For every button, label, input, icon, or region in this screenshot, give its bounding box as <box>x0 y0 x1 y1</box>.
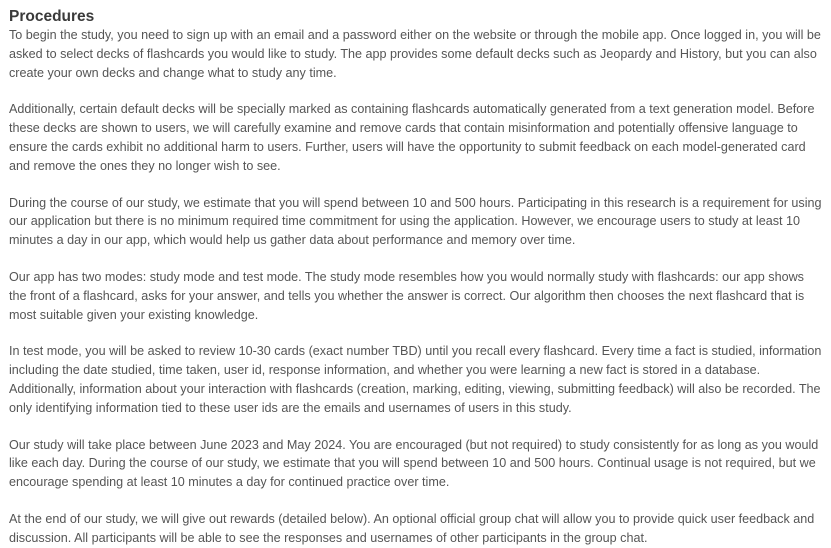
paragraph-study-mode: Our app has two modes: study mode and test mode. The study mode resembles how you would normally study with flashcards: our app shows the front of a flashcard, asks for your answer, and tells you whether the answer is correct. Our algorithm then chooses the next flashcard that is most suitable given your existing knowledge. <box>9 269 805 322</box>
paragraph-generated-decks: Additionally, certain default decks will be specially marked as containing flashcards automatically generated from a text generation model. Before these decks are shown to users, we will carefully examine and remove cards that contain misinformation and potentially offensive language to ensure the cards exhibit no additional harm to users. Further, users will have the opportunity to submit feedback on each model-generated card and remove the ones they no longer wish to see. <box>9 102 815 173</box>
paragraph-rewards: At the end of our study, we will give out rewards (detailed below). An optional official group chat will allow you to provide quick user feedback and discussion. All participants will be able to see the responses and usernames of other participants in the group chat. <box>9 511 815 545</box>
paragraph-time-commitment: During the course of our study, we estimate that you will spend between 10 and 500 hours. Participating in this research is a requirement for using our application but there is no minimum required time commitment for using the application. However, we encourage users to study at least 10 minutes a day in our app, which would help us gather data about performance and memory over time. <box>9 195 822 248</box>
paragraph-signup: To begin the study, you need to sign up with an email and a password either on the website or through the mobile app. Once logged in, you will be asked to select decks of flashcards you would like to study. The app provides some default decks such as Jeopardy and History, but you can also create your own decks and change what to study any time. <box>9 28 821 80</box>
paragraph-study-period: Our study will take place between June 2023 and May 2024. You are encouraged (but not required) to study consistently for as long as you would like each day. During the course of our study, we estimate that you will spend between 10 and 500 hours. Continual usage is not required, but we encourage spending at least 10 minutes a day for continued practice over time. <box>9 437 819 490</box>
section-title: Procedures <box>9 8 95 25</box>
paragraph-test-mode: In test mode, you will be asked to review 10-30 cards (exact number TBD) until you recall every flashcard. Every time a fact is studied, information including the date studied, time taken, user id, response information, and whether you were learning a new fact is stored in a database. Additionally, information about your interaction with flashcards (creation, marking, editing, viewing, submitting feedback) will also be recorded. The only identifying information tied to these user ids are the emails and usernames of users in this study. <box>9 344 822 415</box>
